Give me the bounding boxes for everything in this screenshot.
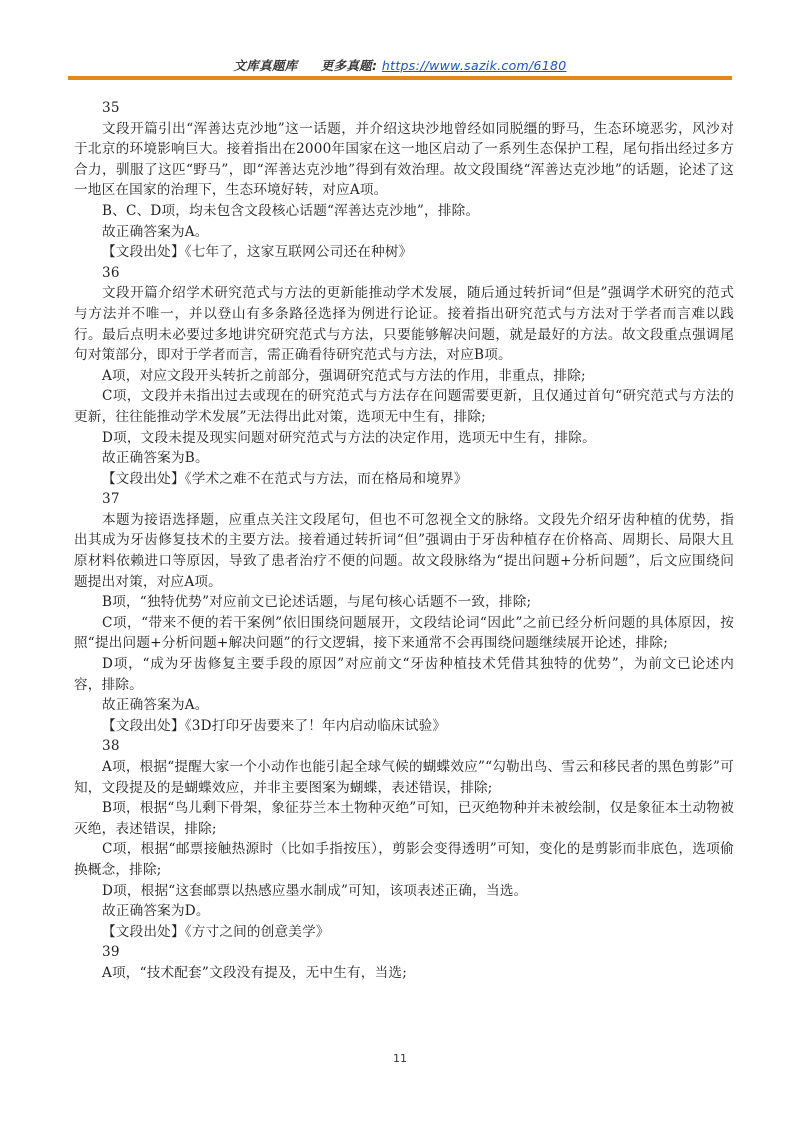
source-line: 【文段出处】《方寸之间的创意美学》	[102, 923, 330, 940]
answer-line: 故正确答案为D。	[102, 903, 210, 920]
explanation-paragraph: 本题为接语选择题，应重点关注文段尾句，但也不可忽视全文的脉络。文段先介绍牙齿种植的优势，指出其成为牙齿修复技术的主要方法。接着通过转折词“但”强调由于牙齿种植存在价格高、周期长、局限大且原材料依赖进口等原因，导致了患者治疗不便的问题。故文段脉络为“提出问题+分析问题”，后文应围绕问题提出对策，对应A项。	[74, 511, 734, 590]
source-line: 【文段出处】《七年了，这家互联网公司还在种树》	[102, 244, 413, 261]
question-number: 36	[102, 264, 120, 281]
header-more-label: 更多真题:	[320, 58, 378, 73]
answer-line: 故正确答案为A。	[102, 697, 209, 714]
explanation-paragraph: C项，根据“邮票接触热源时（比如手指按压），剪影会变得透明”可知，变化的是剪影而非底色，选项偷换概念，排除;	[74, 841, 734, 878]
header-divider	[68, 76, 732, 80]
explanation-paragraph: C项，文段并未指出过去或现在的研究范式与方法存在问题需要更新，且仅通过首句“研究范式与方法的更新，往往能推动学术发展”无法得出此对策，选项无中生有，排除;	[74, 388, 734, 425]
answer-line: 故正确答案为A。	[102, 223, 209, 240]
explanation-paragraph: D项，“成为牙齿修复主要手段的原因”对应前文“牙齿种植技术凭借其独特的优势”，为前文已论述内容，排除。	[74, 656, 734, 693]
question-number: 38	[102, 738, 120, 755]
explanation-paragraph: 文段开篇引出“浑善达克沙地”这一话题，并介绍这块沙地曾经如同脱缰的野马，生态环境恶劣，风沙对于北京的环境影响巨大。接着指出在2000年国家在这一地区启动了一系列生态保护工程，尾句指出经过多方合力，驯服了这匹“野马”，即“浑善达克沙地”得到有效治理。故文段围绕“浑善达克沙地”的话题，论述了这一地区在国家的治理下，生态环境好转，对应A项。	[74, 120, 734, 199]
explanation-paragraph: D项，根据“这套邮票以热感应墨水制成”可知，该项表述正确，当选。	[102, 882, 528, 899]
explanation-paragraph: 文段开篇介绍学术研究范式与方法的更新能推动学术发展，随后通过转折词“但是”强调学术研究的范式与方法并不唯一，并以登山有多条路径选择为例进行论证。接着指出研究范式与方法对于学者而言难以践行。最后点明未必要过多地讲究研究范式与方法，只要能够解决问题，就是最好的方法。故文段重点强调尾句对策部分，即对于学者而言，需正确看待研究范式与方法，对应B项。	[74, 285, 734, 364]
explanation-paragraph: B项，根据“鸟儿剩下骨架，象征芬兰本土物种灭绝”可知，已灭绝物种并未被绘制，仅是象征本土动物被灭绝，表述错误，排除;	[74, 800, 734, 837]
explanation-paragraph: A项，“技术配套”文段没有提及，无中生有，当选;	[102, 964, 407, 981]
document-body	[74, 98, 734, 984]
source-line: 【文段出处】《学术之难不在范式与方法，而在格局和境界》	[102, 470, 468, 487]
source-line: 【文段出处】《3D打印牙齿要来了！年内启动临床试验》	[102, 717, 447, 734]
header-url-link[interactable]: https://www.sazik.com/6180	[381, 58, 567, 73]
explanation-paragraph: A项，根据“提醒大家一个小动作也能引起全球气候的蝴蝶效应”“勾勒出鸟、雪云和移民者的黑色剪影”可知，文段提及的是蝴蝶效应，并非主要图案为蝴蝶，表述错误，排除;	[74, 759, 734, 796]
question-number: 37	[102, 491, 120, 508]
question-number: 35	[102, 100, 120, 116]
question-number: 39	[102, 944, 120, 961]
explanation-paragraph: B、C、D项，均未包含文段核心话题“浑善达克沙地”，排除。	[102, 202, 480, 219]
page-number: 11	[393, 1052, 407, 1065]
header-site-label: 文库真题库	[233, 58, 298, 73]
explanation-paragraph: A项，对应文段开头转折之前部分，强调研究范式与方法的作用，非重点，排除;	[102, 367, 586, 384]
explanation-paragraph: C项，“带来不便的若干案例”依旧围绕问题展开，文段结论词“因此”之前已经分析问题的具体原因，按照“提出问题+分析问题+解决问题”的行文逻辑，接下来通常不会再围绕问题继续展开论述，排除;	[74, 614, 734, 652]
explanation-paragraph: D项，文段未提及现实问题对研究范式与方法的决定作用，选项无中生有，排除。	[102, 429, 596, 446]
explanation-paragraph: B项，“独特优势”对应前文已论述话题，与尾句核心话题不一致，排除;	[102, 594, 532, 611]
answer-line: 故正确答案为B。	[102, 450, 209, 467]
